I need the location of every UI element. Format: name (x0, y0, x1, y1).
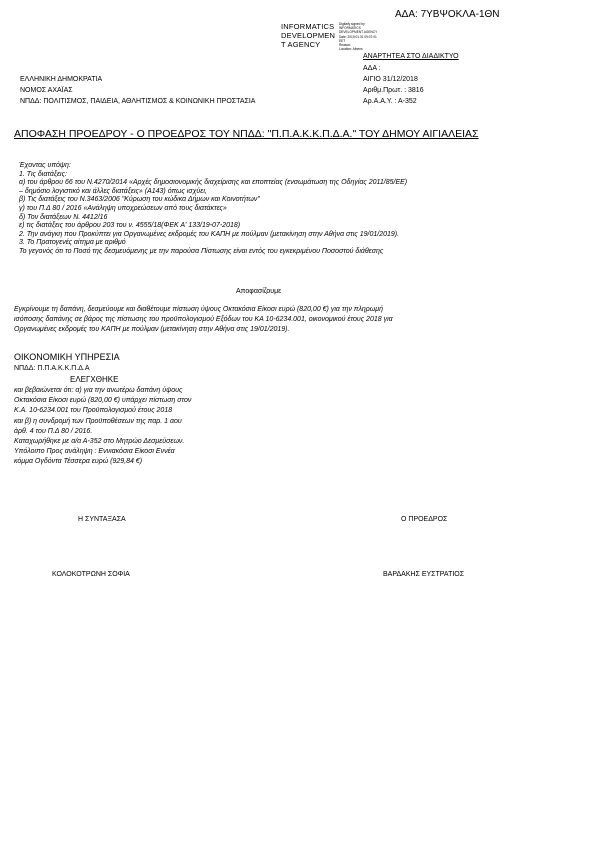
considering-line: 2. Την ανάγκη που Προκύπτει για Οργανωμένες εκδρομές του ΚΑΠΗ με πούλμαν (μετακίνηση στην Αθήνα στις 19/01/2019). (19, 230, 400, 238)
signature-detail-line: EET (339, 38, 346, 43)
decision-line: Οργανωμένες εκδρομές του ΚΑΠΗ με πούλμαν (μετακίνηση στην Αθήνα στις 19/01/2019). (14, 326, 290, 333)
logo-line: T AGENCY (281, 40, 321, 49)
considering-line: δ) Τον διατάξεων Ν. 4412/16 (19, 213, 108, 221)
considering-line: β) Τις διατάξεις του Ν.3463/2006 "Κύρωση του κώδικα Δήμων και Κοινοτήτων" (19, 196, 260, 204)
org-line: ΝΠΔΔ: ΠΟΛΙΤΙΣΜΟΣ, ΠΑΙΔΕΙΑ, ΑΘΛΗΤΙΣΜΟΣ & ΚΟΙΝΩΝΙΚΗ ΠΡΟΣΤΑΣΙΑ (20, 98, 256, 105)
finance-line: Καταχωρήθηκε με α/α Α-352 στο Μητρώο Δεσμεύσεων. (14, 438, 185, 446)
composer-name: ΚΟΛΟΚΟΤΡΩΝΗ ΣΟΦΙΑ (52, 571, 130, 578)
meta-line: Αριθμ.Πρωτ. : 3816 (363, 87, 424, 94)
president-role: Ο ΠΡΟΕΔΡΟΣ (401, 516, 448, 523)
organization-block (20, 74, 255, 107)
decision-line: Εγκρίνουμε τη δαπάνη, δεσμεύουμε και διαθέτουμε πίστωση ύψους Οκτακόσια Είκοσι ευρώ (820,00 €) για την πληρωμή (14, 306, 383, 313)
composer-role: Η ΣΥΝΤΑΞΑΣΑ (78, 516, 126, 523)
considering-line: Το γεγονός ότι το Ποσό της δεσμευόμενης με την παρούσα Πίστωσης είναι εντός του εγκεκριμένου Ποσοστού διάθεσης (19, 247, 384, 255)
finance-checked: ΕΛΕΓΧΘΗΚΕ (70, 375, 119, 384)
finance-line: και βεβαιώνεται ότι: α) για την ανωτέρω δαπάνη ύψους (14, 387, 183, 394)
considering-line: 1. Τις διατάξεις: (19, 170, 67, 178)
finance-details (14, 386, 191, 468)
considering-line: γ) του Π.Δ 80 / 2016 «Ανάληψη υποχρεώσεων από τους διατάκτες» (19, 204, 227, 212)
protocol-meta (363, 63, 424, 107)
org-line: ΝΟΜΟΣ ΑΧΑΪΑΣ (20, 87, 73, 94)
president-name: ΒΑΡΔΑΚΗΣ ΕΥΣΤΡΑΤΙΟΣ (383, 571, 465, 578)
finance-entity: ΝΠΔΔ: Π.Π.Α.Κ.Κ.Π.Δ.Α (14, 365, 90, 372)
signature-detail-line: Reason: (339, 43, 351, 48)
publish-note: ΑΝΑΡΤΗΤΕΑ ΣΤΟ ΔΙΑΔΙΚΤΥΟ (363, 53, 459, 60)
signature-detail-line: Date: 2019.01.31 09:07:01 (339, 34, 377, 39)
finance-line: Οκτακόσια Είκοσι ευρώ (820,00 €) υπάρχει πίστωση στον (14, 397, 192, 405)
finance-line: Υπόλοιπο Προς ανάληψη : Εννιακόσια Είκοσι Εννέα (14, 448, 175, 456)
considering-line: Έχοντας υπόψη: (19, 162, 71, 169)
considering-line: – δημόσιο λογιστικό και άλλες διατάξεις» (Α143) όπως ισχύει, (19, 187, 207, 195)
meta-line: ΑΔΑ : (363, 65, 381, 72)
logo-line: INFORMATICS (281, 22, 335, 31)
ada-code: ΑΔΑ: 7ΥΒΨΟΚΛΑ-1ΘΝ (395, 9, 500, 20)
considering-line: α) του άρθρου 66 του Ν.4270/2014 «Αρχές δημοσιονομικής διαχείρισης και εποπτείας (ενσωμάτωση της Οδηγίας 2011/85/ΕΕ) (19, 179, 408, 187)
finance-line: Κ.Α. 10-6234.001 του Προϋπολογισμού έτους 2018 (14, 407, 173, 415)
finance-line: άρθ. 4 του Π.Δ 80 / 2016. (14, 427, 93, 435)
finance-line: και β) η συνδρομή των Προϋποθέσεων της παρ. 1 αου (14, 417, 182, 425)
logo-line: DEVELOPMEN (281, 31, 336, 40)
decision-line: ισόποσης δαπάνης σε βάρος της πίστωσης του προϋπολογισμού Εξόδων του ΚΑ 10-6234.001, οικονομικού έτους 2018 για (14, 316, 393, 323)
finance-dept: ΟΙΚΟΝΟΜΙΚΗ ΥΠΗΡΕΣΙΑ (14, 352, 120, 362)
signature-detail-line: Digitally signed by (339, 22, 365, 26)
signature-detail-line: Location: Athens (339, 47, 363, 52)
meta-line: ΑΙΓΙΟ 31/12/2018 (363, 76, 418, 83)
considering-line: ε) τις διατάξεις του άρθρου 203 του ν. 4555/18(ΦΕΚ Α' 133/19-07-2018) (19, 222, 241, 230)
considering-line: 3. Το Πρατογενές αίτημα με αριθμό (19, 239, 126, 247)
signature-logo-text (281, 22, 335, 49)
signature-detail-line: INFORMATICS (339, 26, 361, 31)
org-line: ΕΛΛΗΝΙΚΗ ΔΗΜΟΚΡΑΤΙΑ (20, 76, 103, 83)
considering-section (19, 162, 407, 257)
meta-line: Αρ.Α.Α.Υ. : Α-352 (363, 98, 417, 105)
signature-detail-line: DEVELOPMENT AGENCY (339, 30, 378, 35)
decide-heading: Αποφασίζουμε (236, 288, 282, 295)
finance-line: κόμμα Ογδόντα Τέσσερα ευρώ (929,84 €) (14, 458, 143, 466)
digital-signature-details (339, 22, 377, 51)
decision-section (14, 305, 393, 335)
decision-title: ΑΠΟΦΑΣΗ ΠΡΟΕΔΡΟΥ - Ο ΠΡΟΕΔΡΟΣ ΤΟΥ ΝΠΔΔ: "Π.Π.Α.Κ.Κ.Π.Δ.Α." ΤΟΥ ΔΗΜΟΥ ΑΙΓΙΑΛΕΙΑΣ (14, 128, 479, 140)
